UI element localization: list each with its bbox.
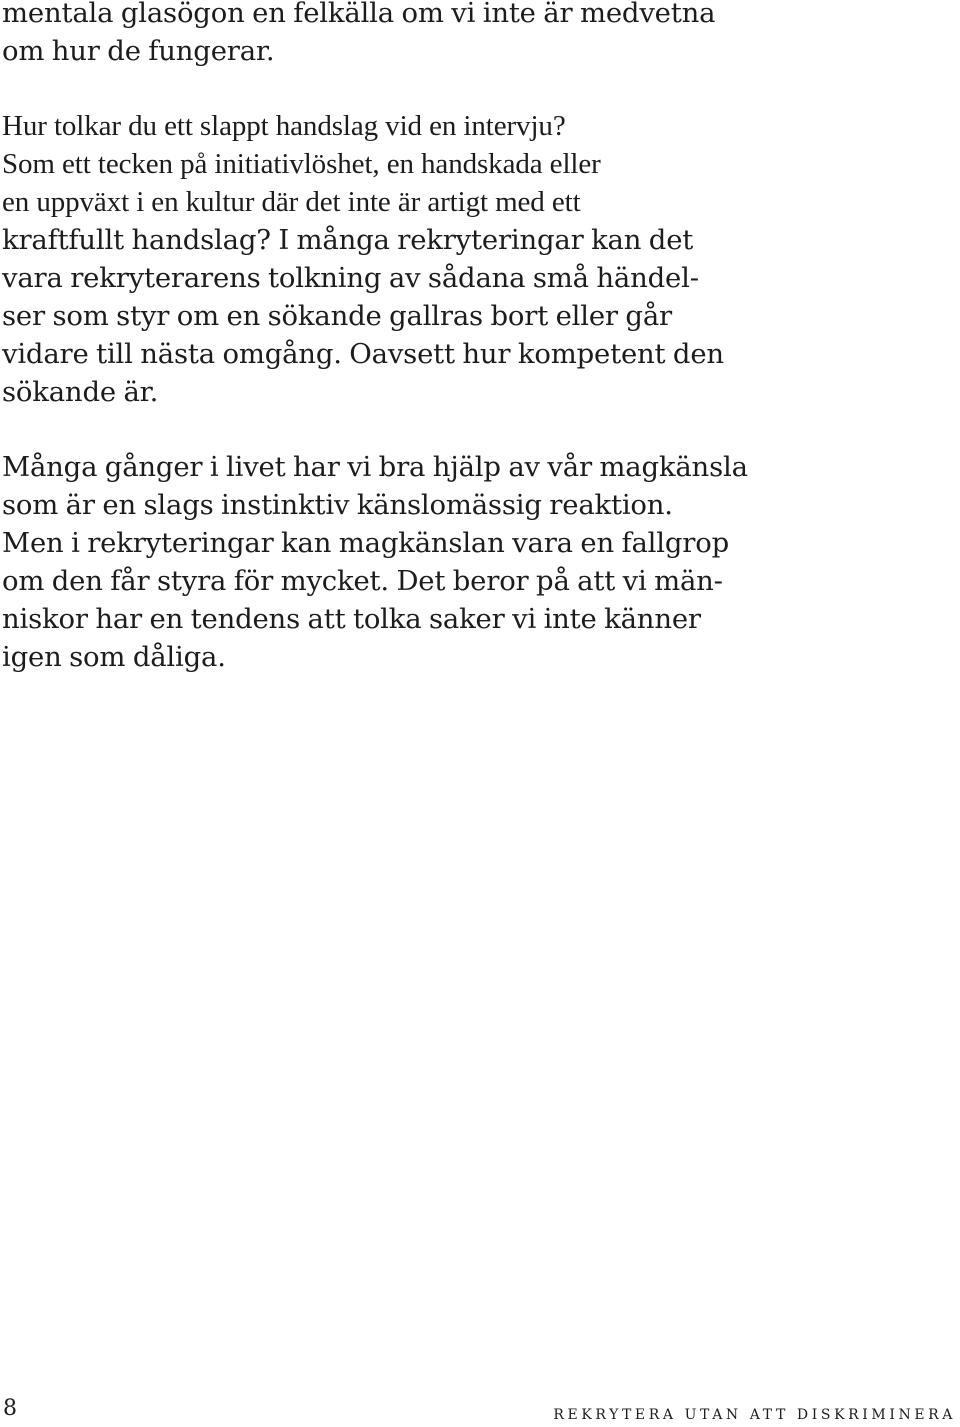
text-line: Hur tolkar du ett slappt handslag vid en intervju?: [2, 110, 566, 142]
text-line: ser som styr om en sökande gallras bort eller går: [2, 300, 672, 332]
text-line: om hur de fungerar.: [2, 35, 275, 67]
text-line: som är en slags instinktiv känslomässig reaktion.: [2, 489, 673, 521]
text-line: igen som dåliga.: [2, 641, 226, 673]
text-line: en uppväxt i en kultur där det inte är artigt med ett: [2, 186, 581, 218]
text-line: kraftfullt handslag? I många rekryteringar kan det: [2, 224, 694, 256]
text-line: sökande är.: [2, 376, 159, 408]
page-number: 8: [3, 1396, 17, 1421]
text-line: Många gånger i livet har vi bra hjälp av vår magkänsla: [2, 451, 748, 483]
text-line: Men i rekryteringar kan magkänslan vara en fallgrop: [2, 527, 729, 559]
text-line: om den får styra för mycket. Det beror på att vi män-: [2, 565, 723, 597]
text-line: niskor har en tendens att tolka saker vi inte känner: [2, 603, 701, 635]
text-line: mentala glasögon en felkälla om vi inte är medvetna: [2, 0, 716, 29]
text-line: vara rekryterarens tolkning av sådana små händel-: [2, 262, 699, 294]
text-line: vidare till nästa omgång. Oavsett hur kompetent den: [2, 338, 724, 370]
running-title: REKRYTERA UTAN ATT DISKRIMINERA: [553, 1407, 956, 1423]
text-line: Som ett tecken på initiativlöshet, en handskada eller: [2, 148, 601, 180]
